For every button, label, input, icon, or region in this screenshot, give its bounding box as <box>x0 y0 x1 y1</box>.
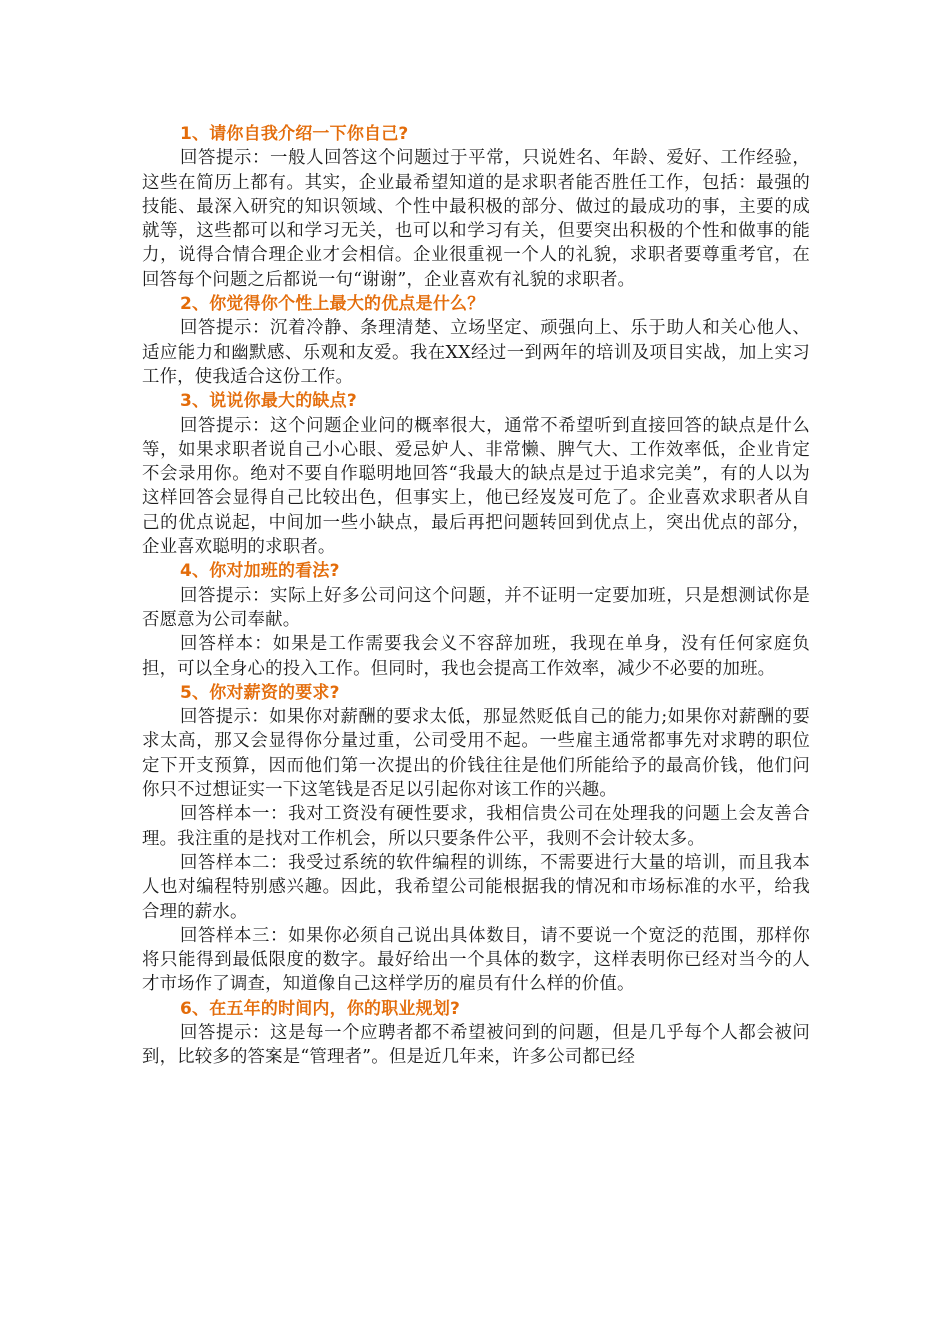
paragraph: 回答样本：如果是工作需要我会义不容辞加班，我现在单身，没有任何家庭负担，可以全身心的投入工作。但同时，我也会提高工作效率，减少不必要的加班。 <box>142 634 810 679</box>
paragraph: 回答样本三：如果你必须自己说出具体数目，请不要说一个宽泛的范围，那样你将只能得到最低限度的数字。最好给出一个具体的数字，这样表明你已经对当今的人才市场作了调查，知道像自己这样学历的雇员有什么样的价值。 <box>142 925 810 995</box>
paragraph: 回答提示：这个问题企业问的概率很大，通常不希望听到直接回答的缺点是什么等，如果求职者说自己小心眼、爱忌妒人、非常懒、脾气大、工作效率低，企业肯定不会录用你。绝对不要自作聪明地回答“我最大的缺点是过于追求完美”，有的人以为这样回答会显得自己比较出色，但事实上，他已经岌岌可危了。企业喜欢求职者从自己的优点说起，中间加一些小缺点，最后再把问题转回到优点上，突出优点的部分，企业喜欢聪明的求职者。 <box>142 415 810 558</box>
section-heading: 4、你对加班的看法? <box>180 561 340 582</box>
paragraph: 回答提示：一般人回答这个问题过于平常，只说姓名、年龄、爱好、工作经验，这些在简历上都有。其实，企业最希望知道的是求职者能否胜任工作，包括：最强的技能、最深入研究的知识领域、个性中最积极的部分、做过的最成功的事，主要的成就等，这些都可以和学习无关，也可以和学习有关，但要突出积极的个性和做事的能力，说得合情合理企业才会相信。企业很重视一个人的礼貌，求职者要尊重考官，在回答每个问题之后都说一句“谢谢”，企业喜欢有礼貌的求职者。 <box>142 148 810 290</box>
paragraph: 回答提示：实际上好多公司问这个问题，并不证明一定要加班，只是想测试你是否愿意为公司奉献。 <box>142 585 810 630</box>
section-heading: 5、你对薪资的要求? <box>180 682 340 703</box>
section-heading: 3、说说你最大的缺点? <box>180 391 357 412</box>
paragraph: 回答提示：如果你对薪酬的要求太低，那显然贬低自己的能力;如果你对薪酬的要求太高，那又会显得你分量过重，公司受用不起。一些雇主通常都事先对求聘的职位定下开支预算，因而他们第一次提出的价钱往往是他们所能给予的最高价钱，他们问你只不过想证实一下这笔钱是否足以引起你对该工作的兴趣。 <box>142 707 810 801</box>
paragraph: 回答样本二：我受过系统的软件编程的训练，不需要进行大量的培训，而且我本人也对编程特别感兴趣。因此，我希望公司能根据我的情况和市场标准的水平，给我合理的薪水。 <box>142 852 810 922</box>
section-heading: 1、请你自我介绍一下你自己? <box>180 124 409 144</box>
section-heading: 2、你觉得你个性上最大的优点是什么？ <box>180 294 485 315</box>
document-page <box>142 122 810 1070</box>
paragraph: 回答提示：这是每一个应聘者都不希望被问到的问题，但是几乎每个人都会被问到，比较多的答案是“管理者”。但是近几年来，许多公司都已经 <box>142 1022 810 1068</box>
paragraph: 回答样本一：我对工资没有硬性要求，我相信贵公司在处理我的问题上会友善合理。我注重的是找对工作机会，所以只要条件公平，我则不会计较太多。 <box>142 804 810 849</box>
section-heading: 6、在五年的时间内，你的职业规划? <box>180 998 461 1019</box>
paragraph: 回答提示：沉着冷静、条理清楚、立场坚定、顽强向上、乐于助人和关心他人、适应能力和幽默感、乐观和友爱。我在XX经过一到两年的培训及项目实战，加上实习工作，使我适合这份工作。 <box>142 318 810 387</box>
